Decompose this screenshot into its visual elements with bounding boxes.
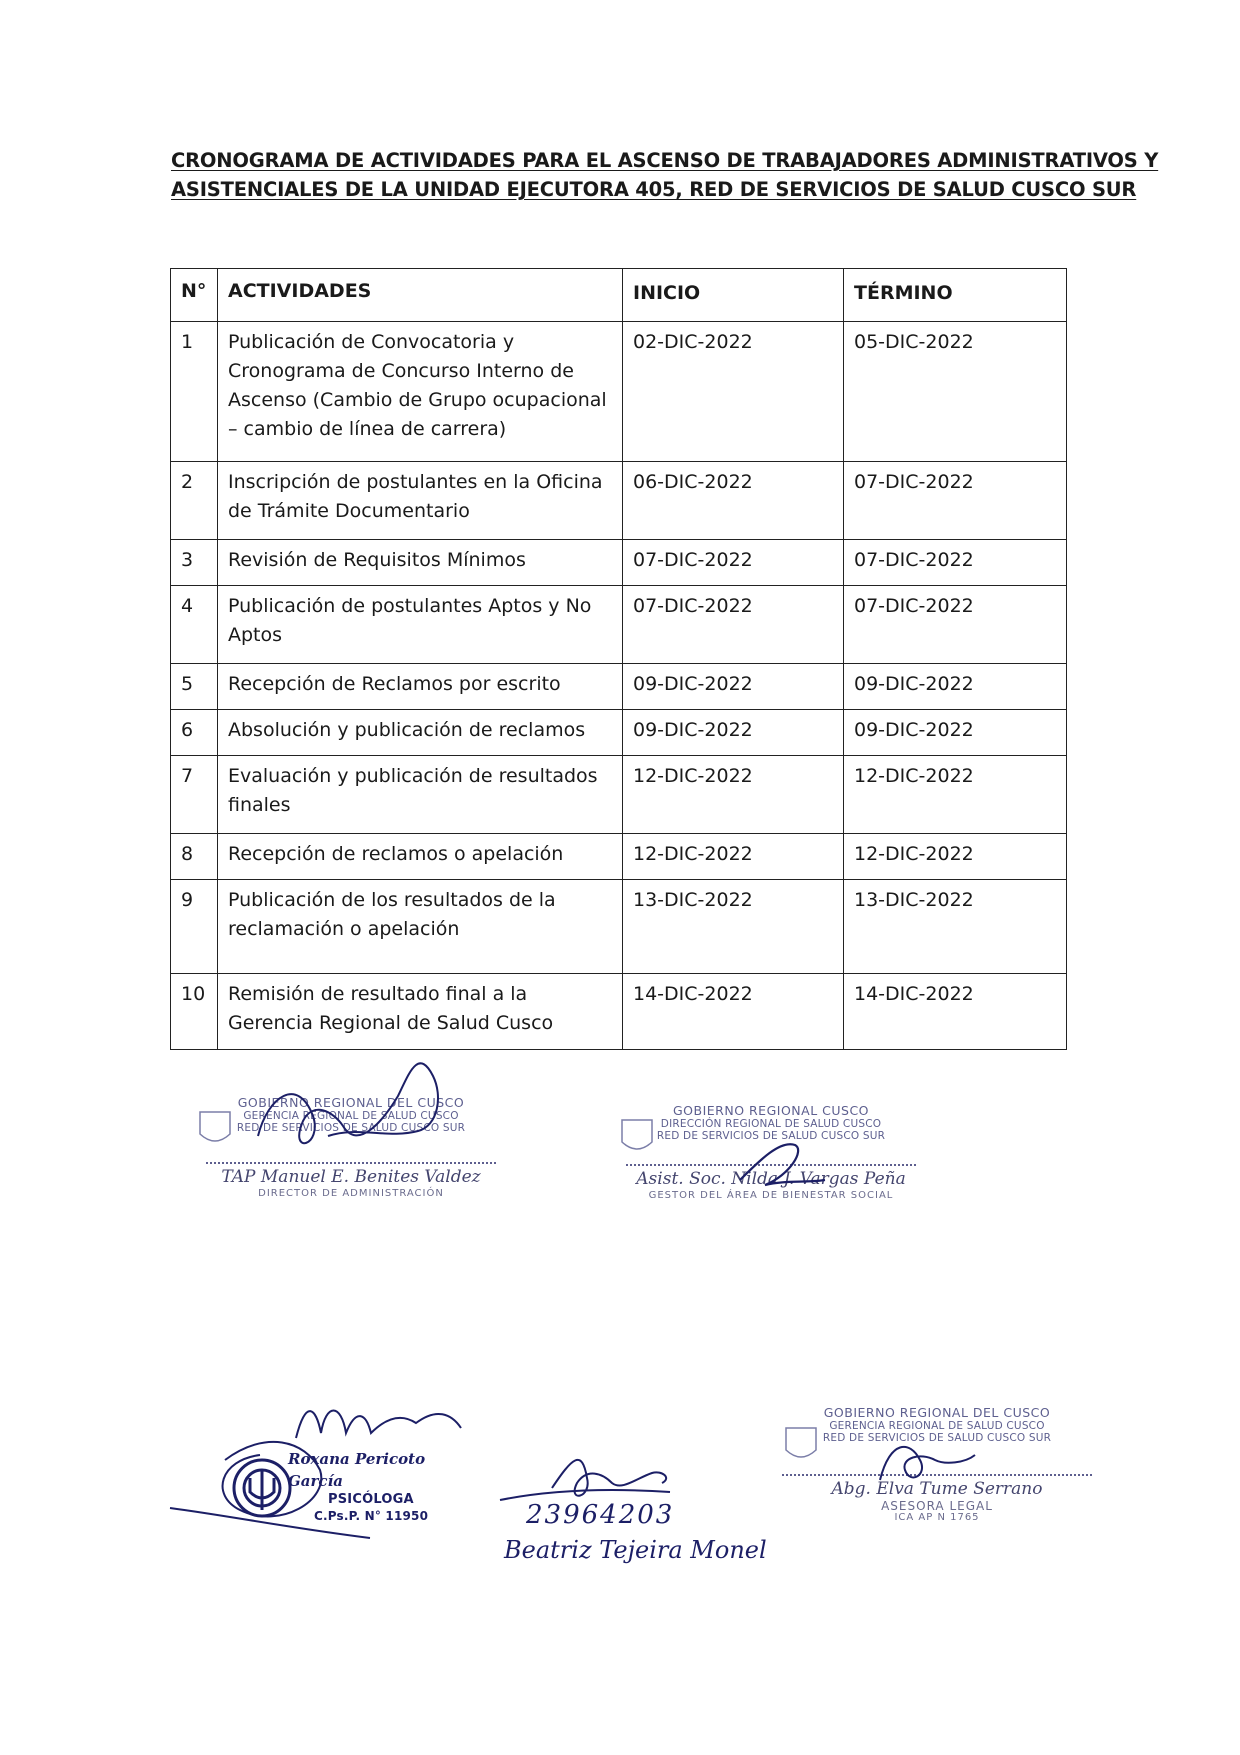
stamp-admin-org: GOBIERNO REGIONAL DEL CUSCO [237, 1095, 465, 1110]
row-end: 07-DIC-2022 [844, 586, 1067, 664]
row-activity: Publicación de Convocatoria y Cronograma de Concurso Interno de Ascenso (Cambio de Grupo ocupacional – cambio de línea de carrera) [218, 322, 623, 462]
row-end: 09-DIC-2022 [844, 664, 1067, 710]
stamp-social-sub2: RED DE SERVICIOS DE SALUD CUSCO SUR [656, 1130, 886, 1142]
stamp-social-org: GOBIERNO REGIONAL CUSCO [672, 1103, 870, 1118]
signature-middle [500, 1460, 670, 1500]
row-end: 13-DIC-2022 [844, 880, 1067, 974]
row-number: 8 [171, 834, 218, 880]
row-number: 4 [171, 586, 218, 664]
stamp-legal-sub1: GERENCIA REGIONAL DE SALUD CUSCO [829, 1420, 1045, 1432]
row-activity: Remisión de resultado final a la Gerencia Regional de Salud Cusco [218, 974, 623, 1050]
stamp-legal-sub2: RED DE SERVICIOS DE SALUD CUSCO SUR [822, 1432, 1052, 1444]
stamp-psych-reg: C.Ps.P. N° 11950 [314, 1509, 429, 1523]
stamp-admin-sub1: GERENCIA REGIONAL DE SALUD CUSCO [243, 1110, 459, 1122]
stamp-legal-name: Abg. Elva Tume Serrano [831, 1479, 1043, 1499]
title-line-1: CRONOGRAMA DE ACTIVIDADES PARA EL ASCENSO DE TRABAJADORES ADMINISTRATIVOS Y [171, 149, 1159, 172]
row-activity: Recepción de reclamos o apelación [218, 834, 623, 880]
stamp-legal-reg: ICA AP N 1765 [894, 1512, 980, 1523]
row-end: 12-DIC-2022 [844, 834, 1067, 880]
row-start: 06-DIC-2022 [623, 462, 844, 540]
row-number: 10 [171, 974, 218, 1050]
stamp-social-sub1: DIRECCIÓN REGIONAL DE SALUD CUSCO [660, 1118, 882, 1130]
row-number: 3 [171, 540, 218, 586]
header-number: N° [171, 269, 218, 322]
row-end: 07-DIC-2022 [844, 462, 1067, 540]
row-start: 07-DIC-2022 [623, 540, 844, 586]
row-start: 13-DIC-2022 [623, 880, 844, 974]
row-number: 7 [171, 756, 218, 834]
row-start: 09-DIC-2022 [623, 664, 844, 710]
row-activity: Publicación de postulantes Aptos y No Aptos [218, 586, 623, 664]
row-start: 02-DIC-2022 [623, 322, 844, 462]
signature-social [740, 1144, 825, 1185]
stamp-psych-role: PSICÓLOGA [328, 1492, 414, 1507]
row-number: 6 [171, 710, 218, 756]
stamp-legal-org: GOBIERNO REGIONAL DEL CUSCO [823, 1405, 1051, 1420]
stamp-social-role: GESTOR DEL ÁREA DE BIENESTAR SOCIAL [648, 1190, 894, 1201]
stamp-admin-role: DIRECTOR DE ADMINISTRACIÓN [258, 1188, 444, 1199]
shield-icon [200, 1112, 816, 1457]
psi-emblem-icon [234, 1460, 290, 1516]
signature-admin [258, 1063, 438, 1143]
row-number: 9 [171, 880, 218, 974]
stamp-social-name: Asist. Soc. Nilda J. Vargas Peña [636, 1169, 906, 1189]
stamp-admin-name: TAP Manuel E. Benites Valdez [221, 1167, 481, 1187]
middle-number: 23964203 [526, 1500, 675, 1530]
row-activity: Absolución y publicación de reclamos [218, 710, 623, 756]
row-number: 1 [171, 322, 218, 462]
row-start: 09-DIC-2022 [623, 710, 844, 756]
stamp-admin-sub2: RED DE SERVICIOS DE SALUD CUSCO SUR [236, 1122, 466, 1134]
stamp-psych-name: Roxana Pericoto García [288, 1450, 426, 1490]
row-activity: Recepción de Reclamos por escrito [218, 664, 623, 710]
row-activity: Evaluación y publicación de resultados finales [218, 756, 623, 834]
row-start: 07-DIC-2022 [623, 586, 844, 664]
row-start: 12-DIC-2022 [623, 756, 844, 834]
row-number: 5 [171, 664, 218, 710]
row-activity: Publicación de los resultados de la reclamación o apelación [218, 880, 623, 974]
header-start: INICIO [623, 269, 844, 322]
row-end: 05-DIC-2022 [844, 322, 1067, 462]
row-end: 12-DIC-2022 [844, 756, 1067, 834]
header-end: TÉRMINO [844, 269, 1067, 322]
middle-name: Beatriz Tejeira Monel [504, 1536, 767, 1564]
row-start: 12-DIC-2022 [623, 834, 844, 880]
row-start: 14-DIC-2022 [623, 974, 844, 1050]
signature-legal [880, 1447, 975, 1480]
row-end: 14-DIC-2022 [844, 974, 1067, 1050]
title-line-2: ASISTENCIALES DE LA UNIDAD EJECUTORA 405, RED DE SERVICIOS DE SALUD CUSCO SUR [171, 178, 1137, 201]
row-activity: Inscripción de postulantes en la Oficina de Trámite Documentario [218, 462, 623, 540]
row-number: 2 [171, 462, 218, 540]
row-end: 09-DIC-2022 [844, 710, 1067, 756]
stamp-legal-role: ASESORA LEGAL [881, 1499, 993, 1513]
row-activity: Revisión de Requisitos Mínimos [218, 540, 623, 586]
row-end: 07-DIC-2022 [844, 540, 1067, 586]
signature-psych [170, 1411, 461, 1539]
header-activities: ACTIVIDADES [218, 269, 623, 322]
